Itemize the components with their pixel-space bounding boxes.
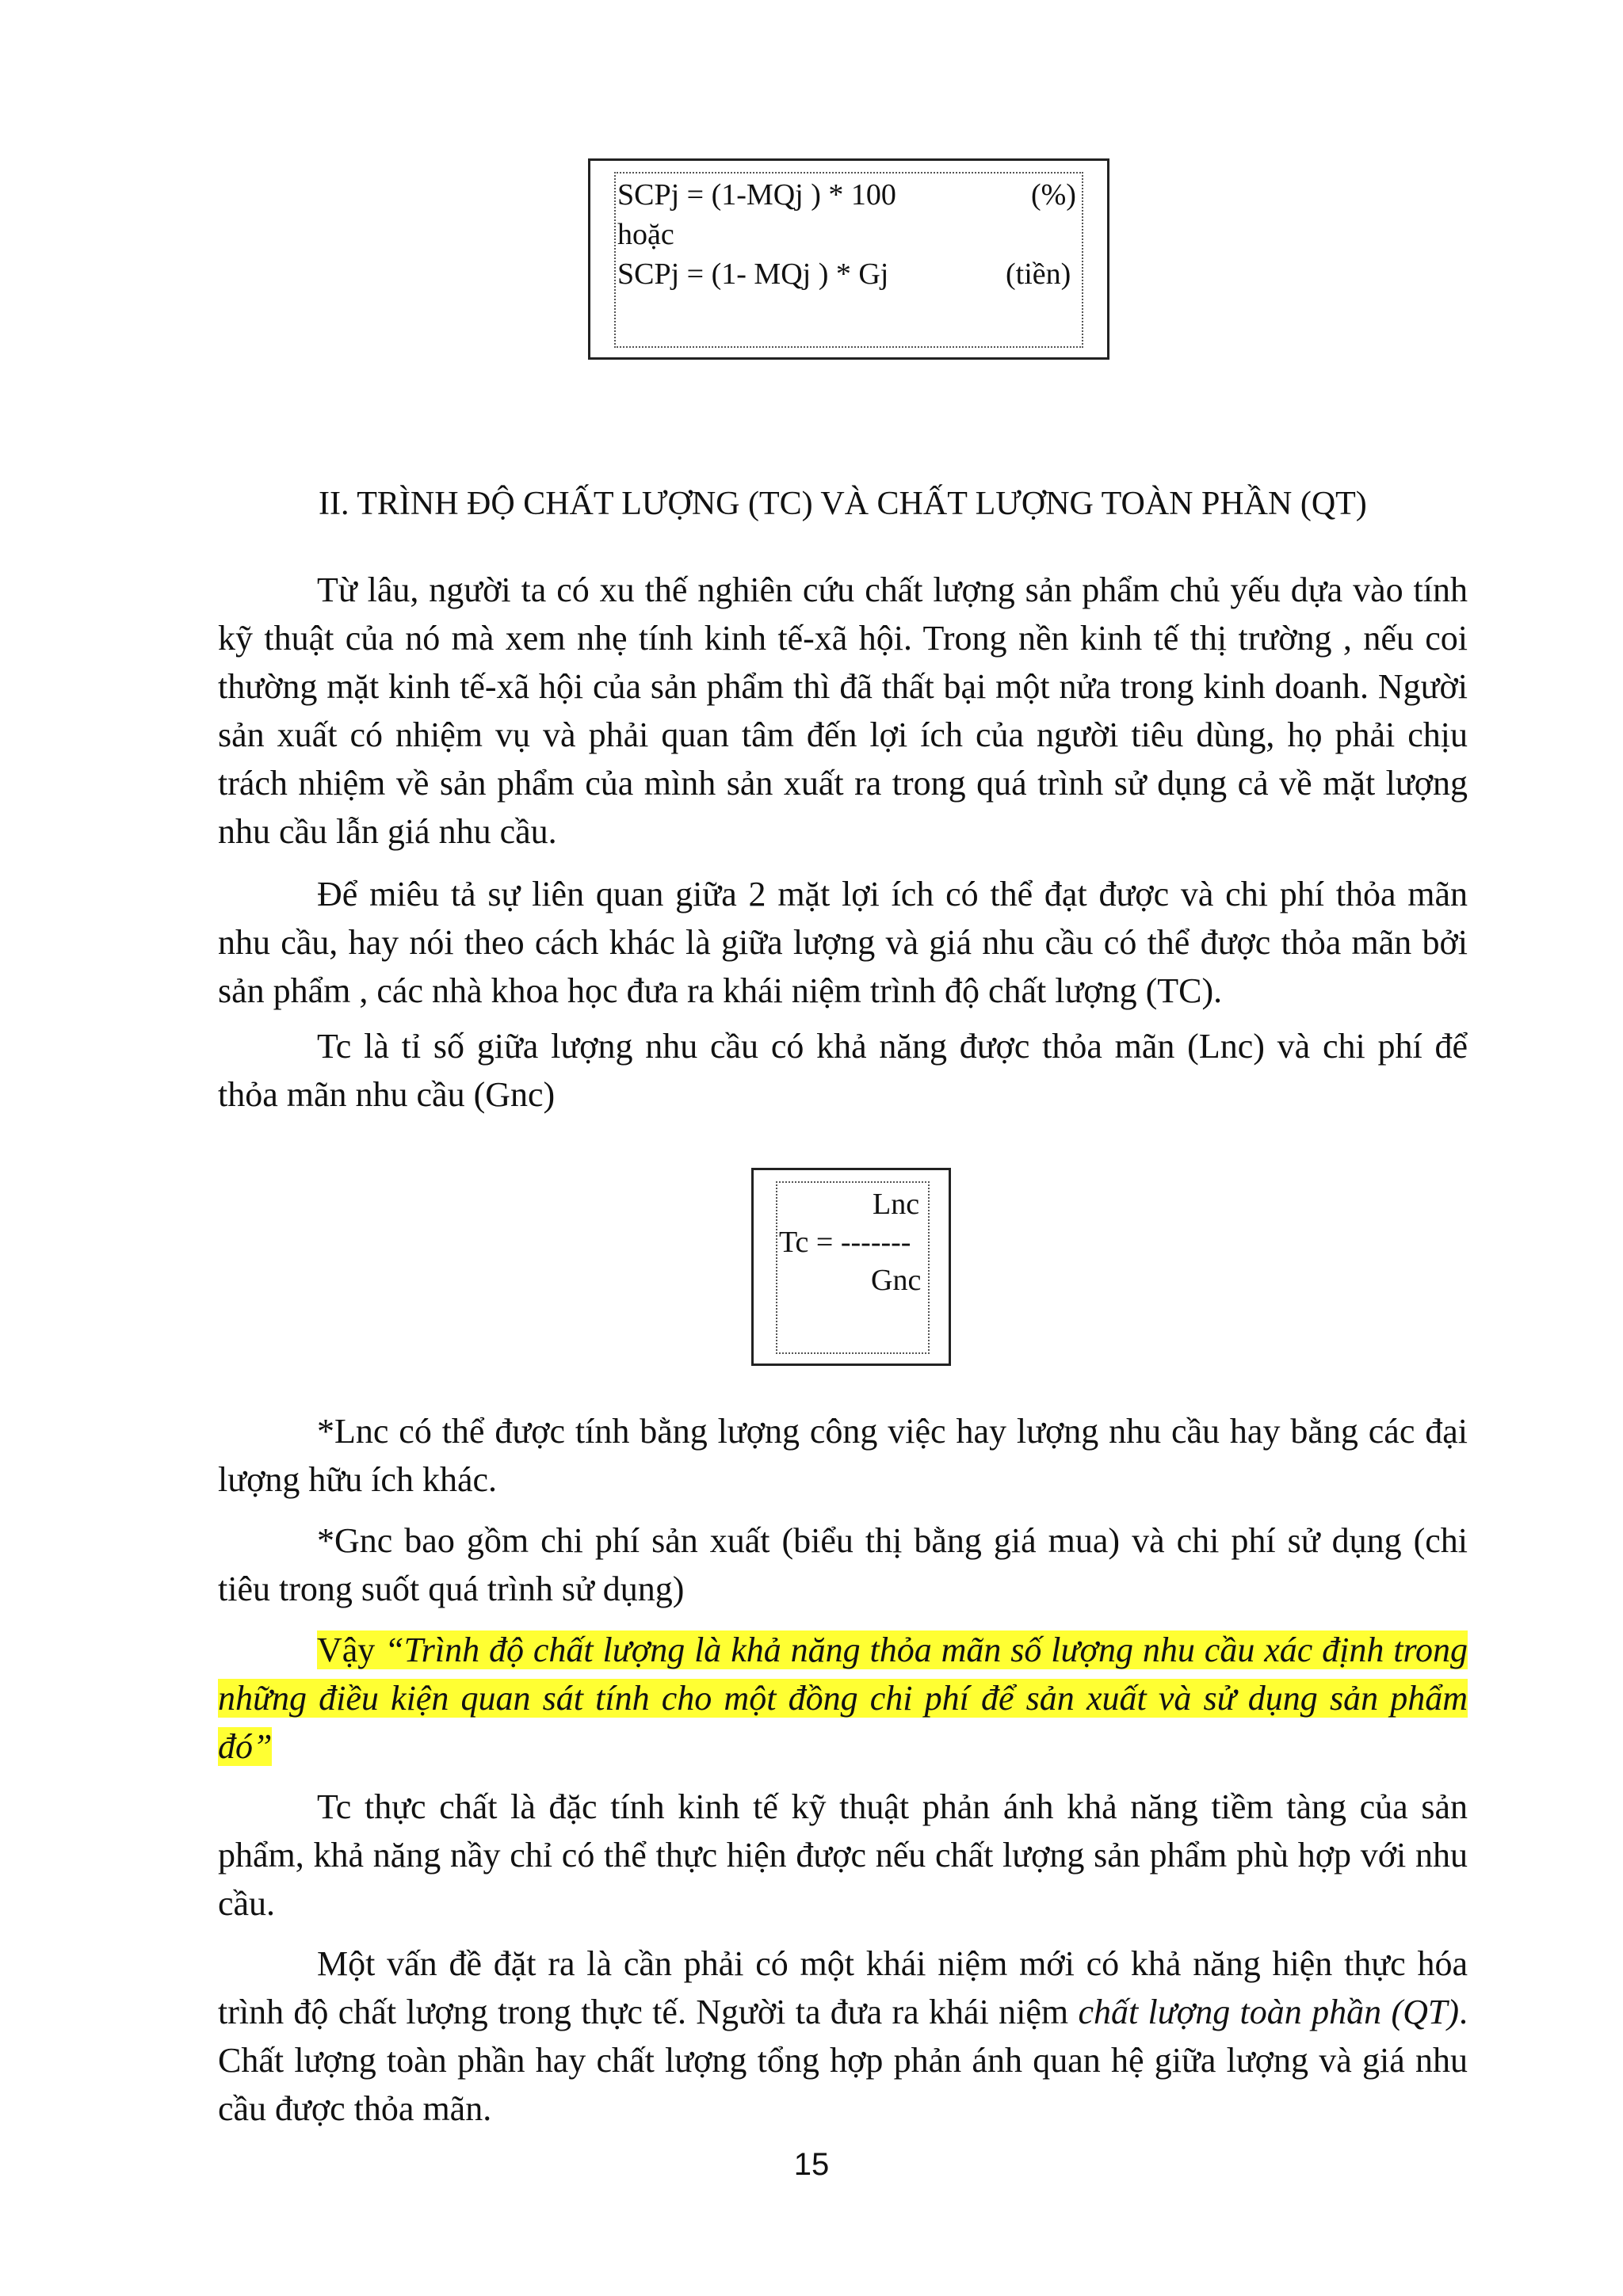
tc-formula-box <box>751 1168 951 1366</box>
paragraph-1: Từ lâu, người ta có xu thế nghiên cứu chất lượng sản phẩm chủ yếu dựa vào tính kỹ thuật của nó mà xem nhẹ tính kinh tế-xã hội. Trong nền kinh tế thị trường , nếu coi thường mặt kinh tế-xã hội của sản phẩm thì đã thất bại một nửa trong kinh doanh. Người sản xuất có nhiệm vụ và phải quan tâm đến lợi ích của người tiêu dùng, họ phải chịu trách nhiệm về sản phẩm của mình sản xuất ra trong quá trình sử dụng cả về mặt lượng nhu cầu lẫn giá nhu cầu. <box>218 570 1468 851</box>
paragraph-8 <box>218 1939 1468 2133</box>
paragraph-7: Tc thực chất là đặc tính kinh tế kỹ thuật phản ánh khả năng tiềm tàng của sản phẩm, khả năng nầy chỉ có thể thực hiện được nếu chất lượng sản phẩm phù hợp với nhu cầu. <box>218 1787 1468 1923</box>
section-heading: II. TRÌNH ĐỘ CHẤT LƯỢNG (TC) VÀ CHẤT LƯỢNG TOÀN PHẦN (QT) <box>319 486 1367 522</box>
tc-formula-inner <box>776 1181 930 1354</box>
paragraph-4: *Lnc có thể được tính bằng lượng công việc hay lượng nhu cầu hay bằng các đại lượng hữu ích khác. <box>218 1412 1468 1499</box>
scp-formula-line-money: SCPj = (1- MQj ) * Gj <box>617 257 889 291</box>
page-number: 15 <box>793 2147 830 2182</box>
paragraph-5: *Gnc bao gồm chi phí sản xuất (biểu thị bằng giá mua) và chi phí sử dụng (chi tiêu trong suốt quá trình sử dụng) <box>218 1521 1468 1608</box>
paragraph-2: Để miêu tả sự liên quan giữa 2 mặt lợi ích có thể đạt được và chi phí thỏa mãn nhu cầu, hay nói theo cách khác là giữa lượng và giá nhu cầu có thể được thỏa mãn bởi sản phẩm , các nhà khoa học đưa ra khái niệm trình độ chất lượng (TC). <box>218 875 1468 1010</box>
tc-formula-numerator: Lnc <box>873 1188 920 1221</box>
tc-formula-lhs: Tc = ------- <box>779 1226 911 1259</box>
paragraph-8-term: chất lượng toàn phần (QT) <box>1078 1993 1459 2031</box>
scp-formula-or: hoặc <box>617 218 674 251</box>
definition-quote: “Trình độ chất lượng là khả năng thỏa mãn số lượng nhu cầu xác định trong những điều kiện quan sát tính cho một đồng chi phí để sản xuất và sử dụng sản phẩm đó” <box>218 1630 1468 1766</box>
scp-formula-unit-percent: (%) <box>1031 178 1076 212</box>
scp-formula-box <box>588 158 1109 360</box>
scp-formula-line-percent: SCPj = (1-MQj ) * 100 <box>617 178 896 212</box>
paragraph-definition <box>218 1626 1468 1771</box>
paragraph-8-part1: Một vấn đề đặt ra là cần phải có một khái niệm mới có khả năng hiện thực hóa trình độ chất lượng trong thực tế. Người ta đưa ra khái niệm <box>218 1944 1468 2031</box>
tc-formula-denominator: Gnc <box>871 1264 922 1297</box>
definition-prefix: Vậy <box>317 1630 385 1669</box>
scp-formula-inner <box>614 172 1083 348</box>
scp-formula-unit-money: (tiền) <box>1006 257 1071 291</box>
paragraph-8-part2: . Chất lượng toàn phần hay chất lượng tổng hợp phản ánh quan hệ giữa lượng và giá nhu cầu được thỏa mãn. <box>218 1993 1468 2128</box>
paragraph-3: Tc là tỉ số giữa lượng nhu cầu có khả năng được thỏa mãn (Lnc) và chi phí để thỏa mãn nhu cầu (Gnc) <box>218 1027 1468 1114</box>
